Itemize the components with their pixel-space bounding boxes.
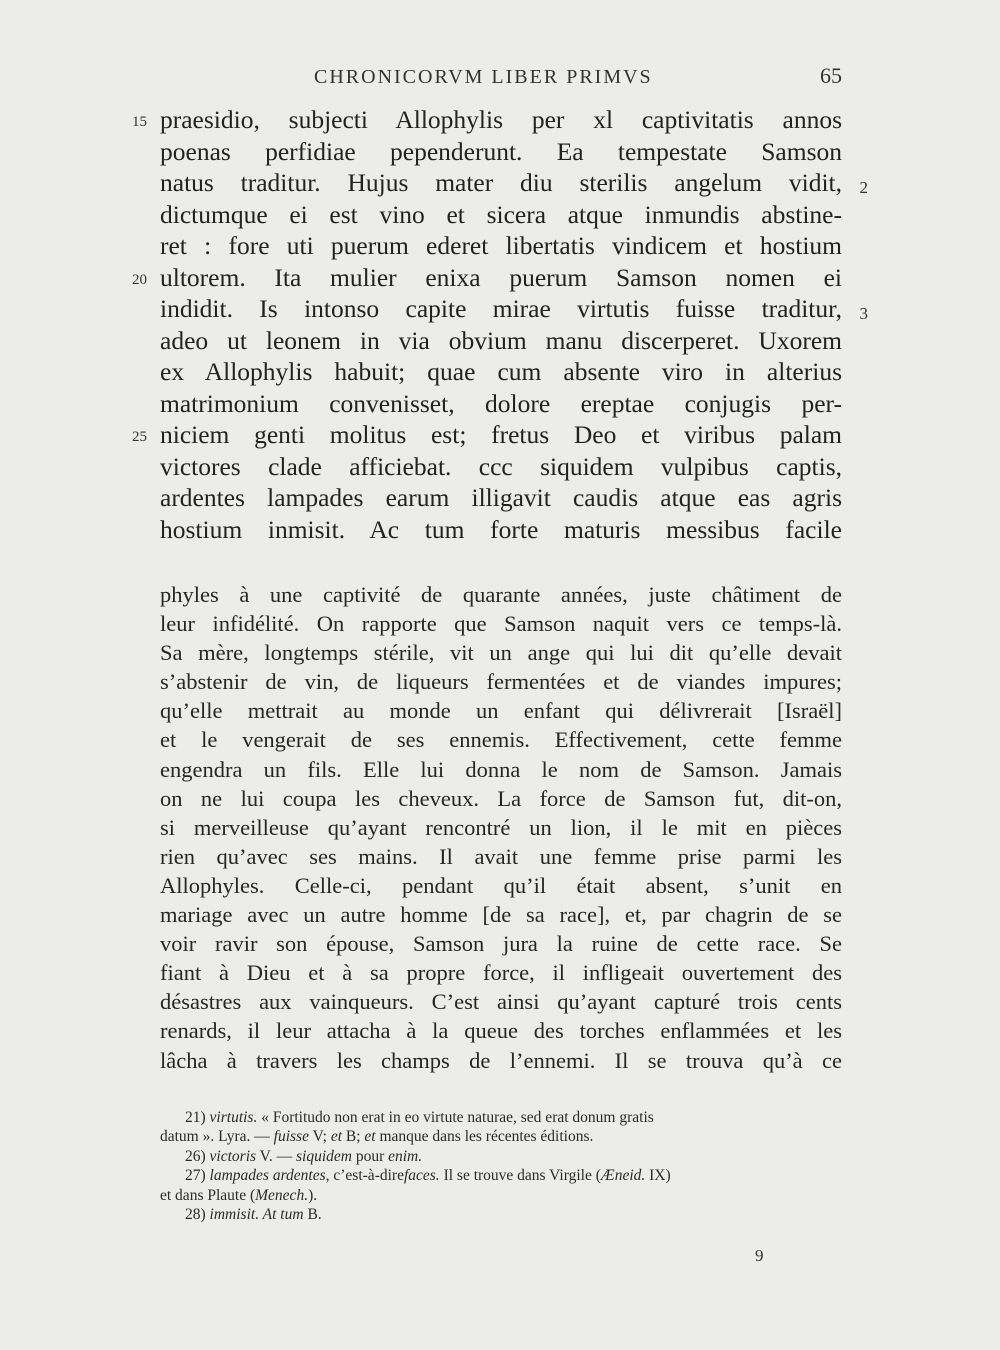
latin-line bbox=[160, 199, 842, 231]
line-number: 25 bbox=[132, 429, 147, 445]
latin-line bbox=[160, 325, 842, 357]
latin-line-text: hostium inmisit. Ac tum forte maturis messibus facile bbox=[160, 514, 842, 544]
footnote-21: 21) virtutis. « Fortitudo non erat in eo virtute naturae, sed erat donum gratis bbox=[185, 1109, 654, 1126]
latin-text bbox=[132, 104, 868, 545]
french-line: phyles à une captivité de quarante années, juste châtiment de bbox=[160, 582, 842, 607]
latin-line-text: praesidio, subjecti Allophylis per xl captivitatis annos bbox=[160, 105, 842, 134]
french-line: lâcha à travers les champs de l’ennemi. Il se trouva qu’à ce bbox=[160, 1047, 842, 1073]
latin-line-text: adeo ut leonem in via obvium manu discerperet. Uxorem bbox=[160, 325, 842, 355]
french-line: désastres aux vainqueurs. C’est ainsi qu’ayant capturé trois cents bbox=[160, 989, 842, 1015]
latin-line-text: niciem genti molitus est; fretus Deo et viribus palam bbox=[160, 420, 842, 449]
latin-line bbox=[160, 388, 842, 420]
verse-number: 2 bbox=[859, 178, 868, 197]
latin-line-text: poenas perfidiae pependerunt. Ea tempestate Samson bbox=[160, 136, 842, 166]
footnote-21-continued: datum ». Lyra. — fuisse V; et B; et manque dans les récentes éditions. bbox=[160, 1128, 594, 1146]
french-line: si merveilleuse qu’ayant rencontré un lion, il le mit en pièces bbox=[160, 814, 842, 840]
latin-line bbox=[160, 293, 868, 325]
latin-line-text: ex Allophylis habuit; quae cum absente viro in alterius bbox=[160, 357, 842, 386]
line-number: 20 bbox=[132, 271, 147, 288]
latin-line-text: natus traditur. Hujus mater diu sterilis angelum vidit, bbox=[160, 168, 842, 197]
latin-line bbox=[160, 167, 868, 199]
footnote-26: 26) victoris V. — siquidem pour enim. bbox=[185, 1147, 423, 1165]
latin-line bbox=[160, 514, 842, 546]
french-line: Allophyles. Celle-ci, pendant qu’il était absent, s’unit en bbox=[160, 872, 842, 898]
latin-line-text: ultorem. Ita mulier enixa puerum Samson nomen ei bbox=[160, 262, 842, 292]
latin-line-text: dictumque ei est vino et sicera atque inmundis abstine- bbox=[160, 199, 842, 229]
running-title: CHRONICORVM LIBER PRIMVS bbox=[314, 66, 653, 88]
latin-line bbox=[160, 482, 842, 514]
latin-line-text: victores clade afficiebat. ccc siquidem vulpibus captis, bbox=[160, 451, 842, 481]
latin-line bbox=[160, 230, 842, 262]
french-line: fiant à Dieu et à sa propre force, il infligeait ouvertement des bbox=[160, 960, 842, 986]
signature-mark: 9 bbox=[755, 1246, 764, 1265]
latin-line bbox=[160, 136, 842, 168]
french-line: mariage avec un autre homme [de sa race], et, par chagrin de se bbox=[160, 902, 842, 928]
french-line: qu’elle mettrait au monde un enfant qui délivrerait [Israël] bbox=[160, 698, 842, 724]
french-line: leur infidélité. On rapporte que Samson naquit vers ce temps-là. bbox=[160, 611, 842, 637]
french-line: et le vengerait de ses ennemis. Effectivement, cette femme bbox=[160, 727, 842, 753]
french-line: renards, il leur attacha à la queue des torches enflammées et les bbox=[160, 1018, 842, 1044]
footnote-27-continued: et dans Plaute (Menech.). bbox=[160, 1186, 318, 1204]
latin-line bbox=[132, 104, 842, 136]
latin-line bbox=[160, 356, 842, 388]
verse-number: 3 bbox=[859, 304, 868, 323]
footnote-27: 27) lampades ardentes, c’est-à-direfaces. Il se trouve dans Virgile (Æneid. IX) bbox=[185, 1167, 671, 1185]
latin-line bbox=[132, 262, 842, 294]
latin-line-text: indidit. Is intonso capite mirae virtutis fuisse traditur, bbox=[160, 294, 842, 323]
french-line: voir ravir son épouse, Samson jura la ruine de cette race. Se bbox=[160, 931, 842, 957]
french-line: rien qu’avec ses mains. Il avait une femme prise parmi les bbox=[160, 843, 842, 869]
line-number: 15 bbox=[132, 114, 147, 130]
french-line: Sa mère, longtemps stérile, vit un ange qui lui dit qu’elle devait bbox=[160, 640, 842, 666]
french-line: on ne lui coupa les cheveux. La force de Samson fut, dit-on, bbox=[160, 785, 842, 811]
latin-line-text: matrimonium convenisset, dolore ereptae conjugis per- bbox=[160, 388, 842, 418]
page-number: 65 bbox=[820, 63, 842, 88]
french-line: engendra un fils. Elle lui donna le nom de Samson. Jamais bbox=[160, 756, 842, 782]
french-line: s’abstenir de vin, de liqueurs fermentées et de viandes impures; bbox=[160, 669, 842, 695]
latin-line bbox=[132, 419, 842, 451]
latin-line-text: ardentes lampades earum illigavit caudis atque eas agris bbox=[160, 483, 842, 512]
latin-line-text: ret : fore uti puerum ederet libertatis vindicem et hostium bbox=[160, 231, 842, 260]
latin-line bbox=[160, 451, 842, 483]
footnotes bbox=[160, 1108, 842, 1224]
footnote-28: 28) immisit. At tum B. bbox=[185, 1206, 322, 1224]
french-translation bbox=[160, 580, 842, 1075]
